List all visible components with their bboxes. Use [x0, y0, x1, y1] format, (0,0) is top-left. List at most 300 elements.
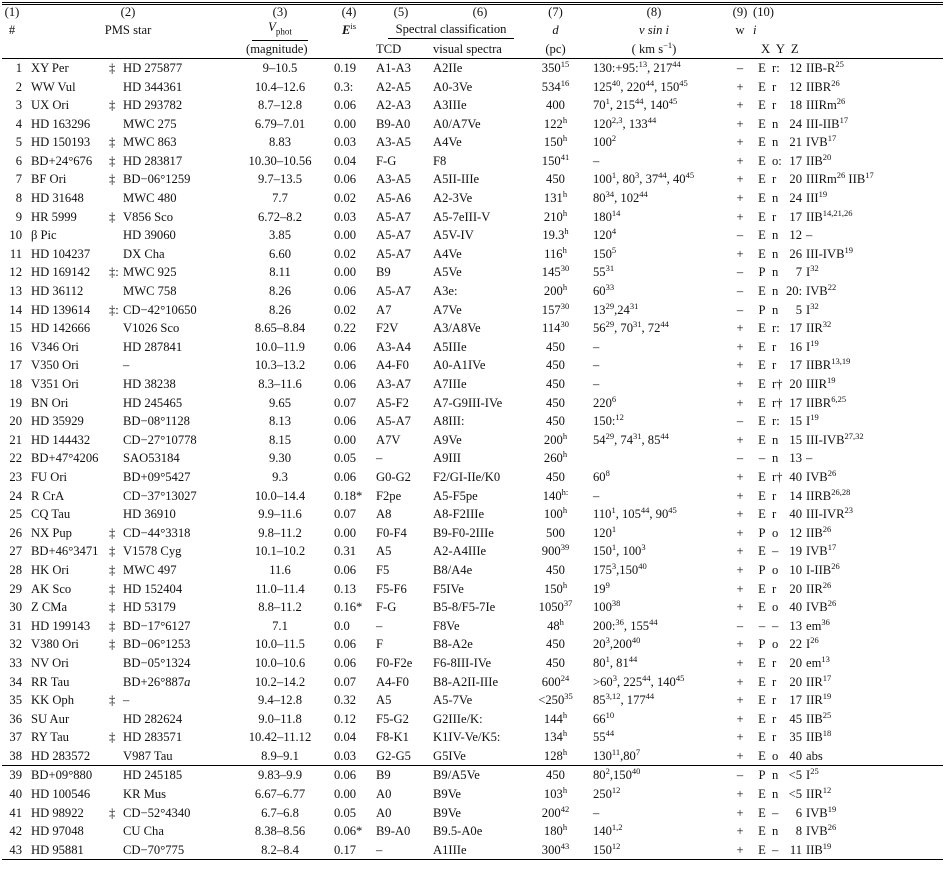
inclination: 12	[789, 525, 802, 540]
vsini-value: $120^4$	[593, 226, 617, 243]
distance-value: 450	[546, 339, 565, 354]
row-number: 15	[9, 321, 22, 336]
tcd-class: F2pe	[376, 488, 402, 503]
other-name: CD−70°775	[123, 842, 185, 857]
extinction-value: 0.07	[334, 507, 357, 522]
extinction-value: 0.00	[334, 525, 357, 540]
x-flag: E	[758, 787, 766, 802]
extinction-value: 0.04	[334, 153, 357, 168]
row-number: 32	[9, 637, 22, 652]
z-class: <5 IIR$^{12}$	[786, 785, 943, 804]
inclination: 35	[789, 730, 802, 745]
star-name: V351 Ori	[31, 377, 79, 392]
pms-star-table	[2, 5, 943, 859]
colnum-4: (4)	[341, 5, 357, 19]
y-flag: n	[772, 191, 779, 206]
other-name: BD−05°1324	[123, 655, 191, 670]
mark: ‡	[109, 805, 116, 820]
xyz-header	[753, 41, 943, 59]
distance-value: 210$^h$	[543, 207, 568, 224]
vsini-value: $120^1$	[593, 523, 617, 540]
w-flag: +	[736, 787, 744, 802]
colnum-3: (3)	[272, 5, 288, 19]
x-flag: E	[758, 674, 766, 689]
vsini-value: 150:$^{12}$	[593, 412, 624, 429]
w-flag: –	[736, 414, 744, 429]
inclination: 17	[789, 358, 802, 373]
inclination: <5	[788, 787, 802, 802]
vphot-value: 6.72–8.2	[257, 209, 303, 224]
visual-spectrum: A0-3Ve	[433, 79, 473, 94]
tcd-class: –	[376, 618, 383, 633]
vsini-value: $250^{12}$	[593, 785, 621, 802]
y-flag: n	[772, 116, 779, 131]
tcd-class: B9	[372, 766, 430, 785]
distance-value: $900^{39}$	[541, 542, 570, 559]
extinction-value: 0.06	[334, 172, 357, 187]
vphot-value: 6.60	[268, 246, 292, 261]
table-row	[2, 115, 943, 134]
w-flag: +	[736, 637, 744, 652]
other-name: HD 39060	[123, 228, 176, 243]
vsini-value: $54^{29}$, $74^{31}$, $85^{44}$	[593, 430, 669, 447]
inclination: 14	[789, 488, 802, 503]
star-name: HD 100546	[31, 787, 91, 802]
other-name: ‡ BD−06°1253	[107, 635, 234, 654]
visual-spectrum: A5-F5pe	[433, 488, 478, 503]
distance-value: $145^{30}$	[541, 263, 570, 280]
mark: ‡	[109, 135, 116, 150]
w-flag: +	[736, 395, 744, 410]
row-number: 7	[15, 172, 22, 187]
vphot-value: 6.7–6.8	[261, 805, 299, 820]
star-name: HD 139614	[31, 302, 91, 317]
vsini-value: $150^5$	[593, 244, 617, 261]
vsini-value: 85$^{3,12}$, $177^{44}$	[593, 691, 655, 708]
vsini-value: $150^1$, $100^3$	[593, 542, 646, 559]
inclination: 15	[789, 414, 802, 429]
extinction-value: 0.12	[334, 711, 357, 726]
w-flag: +	[736, 469, 744, 484]
extinction-value: 0.00	[334, 787, 357, 802]
w-flag: +	[736, 711, 744, 726]
z-class: 20 $em^{13}$	[786, 654, 943, 673]
star-name: HD 104237	[31, 246, 91, 261]
w-flag: +	[736, 246, 744, 261]
y-flag: o	[772, 525, 779, 540]
w-flag: +	[736, 693, 744, 708]
vphot-value: 10.42–11.12	[248, 730, 312, 745]
vsini-value: $100^1$, $80^3$, $37^{44}$, $40^{45}$	[593, 170, 695, 187]
table-row	[2, 133, 943, 152]
distance-value: 450	[546, 637, 565, 652]
x-flag: E	[758, 191, 766, 206]
extinction-value: 0.06	[334, 339, 357, 354]
visual-spectrum: A2-A4IIIe	[433, 544, 487, 559]
other-name: ‡ –	[107, 691, 234, 710]
inclination: 17	[789, 153, 802, 168]
table-row	[2, 635, 943, 654]
w-header: w	[735, 22, 745, 37]
row-number: 39	[2, 766, 22, 785]
star-name: V346 Ori	[31, 339, 79, 354]
tcd-class: A1-A3	[376, 60, 411, 75]
table-row	[2, 487, 943, 506]
visual-spectrum: A5-7Ve	[433, 693, 473, 708]
row-number: 14	[9, 302, 22, 317]
vsini-value: $125^{40}$, $220^{44}$, $150^{45}$	[593, 77, 688, 94]
y-flag: r	[772, 507, 777, 522]
vsini-value: $100^2$	[593, 133, 617, 150]
vphot-value: 8.83	[268, 135, 292, 150]
inclination: 16	[789, 339, 802, 354]
table-row	[2, 301, 943, 320]
other-name: V987 Tau	[123, 748, 173, 763]
table-row	[2, 78, 943, 97]
visual-spectrum: B9-F0-2IIIe	[433, 525, 494, 540]
y-flag: n	[772, 451, 779, 466]
x-flag: P	[758, 265, 766, 280]
tcd-class: A5-A7	[376, 284, 411, 299]
hash-header: #	[8, 22, 16, 37]
w-flag: +	[736, 842, 744, 857]
table-row	[2, 58, 943, 77]
star-name: Z CMa	[31, 600, 68, 615]
vphot-value: 6.67–6.77	[254, 787, 306, 802]
tcd-class: F	[376, 637, 384, 652]
tcd-class: A2-A5	[376, 79, 411, 94]
z-class: 24 III-IIB$^{17}$	[786, 115, 943, 134]
row-number: 3	[15, 98, 22, 113]
table-row	[2, 542, 943, 561]
x-flag: E	[758, 488, 766, 503]
vsini-value: 120$^{2,3}$, $133^{44}$	[593, 114, 657, 131]
other-name: ‡ MWC 497	[107, 561, 234, 580]
z-class: 14 IIRB$^{26,28}$	[786, 487, 943, 506]
z-class: 20: IVB$^{22}$	[786, 282, 943, 301]
vsini-value: $55^{44}$	[593, 728, 615, 745]
star-name: BF Ori	[31, 172, 67, 187]
w-flag: +	[736, 321, 744, 336]
inclination: 15	[789, 432, 802, 447]
y-flag: o:	[772, 153, 782, 168]
y-flag: r:	[772, 60, 780, 75]
i-symbol: i	[753, 22, 757, 37]
table-row	[2, 728, 943, 747]
z-class: 17 IIR$^{32}$	[786, 319, 943, 338]
table-row	[2, 189, 943, 208]
star-name: HD 199143	[31, 618, 91, 633]
extinction-value: 0.05	[334, 805, 357, 820]
visual-spectrum: A8-F2IIIe	[433, 507, 485, 522]
inclination: 21	[789, 135, 802, 150]
x-flag: E	[758, 581, 766, 596]
mark: ‡	[109, 693, 116, 708]
distance-value: 450	[546, 469, 565, 484]
vsini-value: $80^2,150^{40}$	[581, 766, 727, 785]
table-row	[2, 524, 943, 543]
z-class: 15 $I^{19}$	[786, 412, 943, 431]
z-class: 6 IVB$^{19}$	[786, 804, 943, 823]
vphot-value: 9.3	[272, 469, 288, 484]
z-class: 20 IIIRm$^{26}$ IIB$^{17}$	[786, 170, 943, 189]
x-flag: E	[758, 209, 766, 224]
star-name: BD+09°880	[22, 766, 107, 785]
pc-header: (pc)	[530, 41, 581, 59]
magnitude-header: (magnitude)	[234, 41, 372, 59]
y-flag: r	[772, 488, 777, 503]
z-class: 26 III-IVB$^{19}$	[786, 245, 943, 264]
star-name: BN Ori	[31, 395, 69, 410]
w-flag: +	[736, 339, 744, 354]
other-name: ‡ CD−44°3318	[107, 524, 234, 543]
distance-value: $600^{24}$	[541, 672, 570, 689]
mark: ‡	[109, 172, 116, 187]
row-number: 9	[15, 209, 22, 224]
x-flag: P	[758, 302, 766, 317]
w-flag: +	[736, 525, 744, 540]
row-number: 42	[9, 824, 22, 839]
x-flag: E	[758, 116, 766, 131]
z-class: 40 abs	[786, 747, 943, 766]
other-name: BD−08°1128	[123, 414, 190, 429]
extinction-value: 0.02	[334, 302, 357, 317]
vsini-value: $66^{10}$	[593, 709, 615, 726]
inclination: 20	[789, 674, 802, 689]
table-row	[2, 449, 943, 468]
inclination: 10	[789, 562, 802, 577]
vphot-value: 8.8–11.2	[258, 600, 302, 615]
inclination: 26	[789, 246, 802, 261]
star-name: HK Ori	[31, 562, 70, 577]
mark: ‡	[109, 637, 116, 652]
distance-value: $114^{30}$	[542, 319, 569, 336]
y-flag: n	[772, 265, 779, 280]
extinction-value: 0.31	[334, 544, 357, 559]
table-row	[2, 356, 943, 375]
row-number: 34	[9, 674, 22, 689]
extinction-value: 0.06	[334, 358, 357, 373]
z-class: 5 $I^{32}$	[786, 301, 943, 320]
table-row	[2, 319, 943, 338]
z-class: 21 IVB$^{17}$	[786, 133, 943, 152]
w-flag: +	[736, 98, 744, 113]
distance-value: $150^{41}$	[541, 151, 570, 168]
vsini-value: –	[593, 805, 600, 820]
other-name: ‡ HD 283817	[107, 152, 234, 171]
w-flag: +	[736, 153, 744, 168]
i-header	[753, 20, 943, 41]
w-flag: +	[736, 544, 744, 559]
visual-spectrum: F8Ve	[433, 618, 460, 633]
vphot-value: 10.2–14.2	[254, 674, 306, 689]
w-flag: +	[736, 209, 744, 224]
star-name: HD 150193	[31, 135, 91, 150]
row-number: 36	[9, 711, 22, 726]
vsini-value: $100^{38}$	[593, 598, 621, 615]
x-flag: E	[758, 135, 766, 150]
distance-value: $534^{16}$	[541, 77, 570, 94]
colnum-1: (1)	[4, 5, 20, 19]
other-name: ‡ CD−52°4340	[107, 804, 234, 823]
mark: ‡:	[109, 302, 119, 317]
tcd-class: A0	[376, 787, 392, 802]
vphot-value: 6.79–7.01	[254, 116, 306, 131]
table-row	[2, 338, 943, 357]
z-class: 8 IVB$^{26}$	[786, 822, 943, 841]
x-flag: P	[758, 525, 766, 540]
inclination: 20	[789, 377, 802, 392]
extinction-value: 0.00	[334, 432, 357, 447]
inclination: 18	[789, 98, 802, 113]
row-number: 43	[9, 842, 22, 857]
vphot-subscript: phot	[275, 26, 292, 37]
vphot-value: 9–10.5	[262, 60, 298, 75]
distance-value: 144$^h$	[543, 709, 568, 726]
z-class: 40 IVB$^{26}$	[786, 598, 943, 617]
z-class: 19 IVB$^{17}$	[786, 542, 943, 561]
vphot-value: 11.6	[269, 562, 291, 577]
other-name: ‡ BD−17°6127	[107, 617, 234, 636]
table-row	[2, 673, 943, 692]
distance-value: 131$^h$	[543, 189, 568, 206]
inclination: 40	[789, 469, 802, 484]
inclination: 17	[789, 693, 802, 708]
vsini-value: $60^8$	[593, 467, 610, 484]
vphot-value: 8.9–9.1	[261, 748, 299, 763]
extinction-value: 0.06*	[334, 824, 363, 839]
mark: ‡	[109, 98, 116, 113]
z-class: 24 III$^{19}$	[786, 189, 943, 208]
tcd-class: G0-G2	[376, 469, 411, 484]
extinction-value: 0.00	[334, 228, 357, 243]
row-number: 2	[15, 79, 22, 94]
visual-spectrum: A2IIe	[433, 60, 463, 75]
other-name: HD 36910	[123, 507, 176, 522]
visual-spectrum: A3/A8Ve	[433, 321, 481, 336]
vphot-value: 8.2–8.4	[261, 842, 299, 857]
visual-spectrum: B9/A5Ve	[430, 766, 530, 785]
other-name: MWC 758	[123, 284, 177, 299]
w-flag: –	[736, 284, 744, 299]
vsini-value: $130^{11},80^7$	[593, 746, 641, 763]
x-flag: E	[758, 98, 766, 113]
w-flag: +	[736, 730, 744, 745]
table-row	[2, 152, 943, 171]
x-flag: P	[758, 562, 766, 577]
extinction-value: 0.06	[334, 655, 357, 670]
visual-spectrum: A3e:	[433, 284, 458, 299]
unit-row	[2, 41, 943, 59]
distance-value: 450	[546, 414, 565, 429]
vsini-value: –	[593, 339, 600, 354]
vphot-value: 9.30	[268, 451, 292, 466]
z-class: 16 $I^{19}$	[786, 338, 943, 357]
z-class: 12 IIBR$^{26}$	[786, 78, 943, 97]
table-row	[2, 822, 943, 841]
table-row	[2, 804, 943, 823]
inclination: 22	[789, 637, 802, 652]
star-name: HD 169142	[31, 265, 91, 280]
column-title-row	[2, 20, 943, 41]
y-flag: r	[772, 172, 777, 187]
y-flag: n	[772, 228, 779, 243]
z-class: 40 III-IVR$^{23}$	[786, 505, 943, 524]
tcd-class: A3-A5	[376, 172, 411, 187]
star-name: V380 Ori	[31, 637, 79, 652]
star-name: HR 5999	[31, 209, 77, 224]
extinction-value: 0.16*	[334, 600, 363, 615]
other-name: SAO53184	[123, 451, 180, 466]
visual-spectrum: A7-G9III-IVe	[433, 395, 503, 410]
y-flag: n	[772, 246, 779, 261]
other-name: HD 287841	[123, 339, 183, 354]
w-flag: +	[736, 748, 744, 763]
vsini-header	[581, 20, 727, 41]
x-flag: E	[758, 544, 766, 559]
star-name: BD+47°4206	[31, 451, 99, 466]
distance-value: 450	[546, 377, 565, 392]
tcd-class: –	[376, 451, 383, 466]
z-class: 17 IIBR$^{6,25}$	[786, 394, 943, 413]
inclination: 20:	[786, 284, 803, 299]
extinction-value: 0.0	[334, 618, 350, 633]
y-flag: n	[772, 824, 779, 839]
vsini-value: $60^{33}$	[593, 282, 615, 299]
x-flag: P	[758, 637, 766, 652]
star-name: HD 283572	[31, 748, 91, 763]
y-flag: o	[772, 562, 779, 577]
extinction-value: 0.06	[334, 98, 357, 113]
table-row	[2, 617, 943, 636]
other-name: V1026 Sco	[123, 321, 180, 336]
x-flag: E	[758, 358, 766, 373]
visual-spectrum: B9.5-A0e	[433, 824, 483, 839]
table-row	[2, 505, 943, 524]
tcd-class: A5-A7	[376, 228, 411, 243]
y-flag: r	[772, 98, 777, 113]
tcd-class: F0-F4	[376, 525, 407, 540]
tcd-class: B9-A0	[376, 824, 411, 839]
vphot-value: 9.83–9.9	[234, 766, 326, 785]
colnum-9: (9)	[732, 5, 748, 19]
vphot-value: 9.4–12.8	[257, 693, 303, 708]
row-number: 11	[9, 246, 22, 261]
extinction-value: 0.07	[334, 674, 357, 689]
row-number: 37	[9, 730, 22, 745]
row-number: 23	[9, 469, 22, 484]
vsini-value: $20^3,200^{40}$	[593, 635, 641, 652]
table-row	[2, 170, 943, 189]
x-flag: E	[758, 228, 766, 243]
distance-value: 1050$^{37}$	[538, 598, 573, 615]
distance-value: 450	[546, 395, 565, 410]
w-flag: –	[736, 265, 744, 280]
tcd-class: F5-F6	[376, 581, 407, 596]
inclination: 13	[789, 618, 802, 633]
inclination: <5	[788, 768, 802, 783]
colnum-8: (8)	[646, 5, 662, 19]
row-number: 26	[9, 525, 22, 540]
tcd-class: F8-K1	[376, 730, 409, 745]
tcd-class: B9	[376, 265, 391, 280]
vsini-value: $220^6$	[593, 393, 617, 410]
star-name: AK Sco	[31, 581, 72, 596]
distance-value: $200^{42}$	[541, 803, 570, 820]
distance-value: 19.3$^h$	[542, 226, 569, 243]
x-flag: E	[758, 60, 766, 75]
visual-spectrum: A0-A1IVe	[433, 358, 486, 373]
